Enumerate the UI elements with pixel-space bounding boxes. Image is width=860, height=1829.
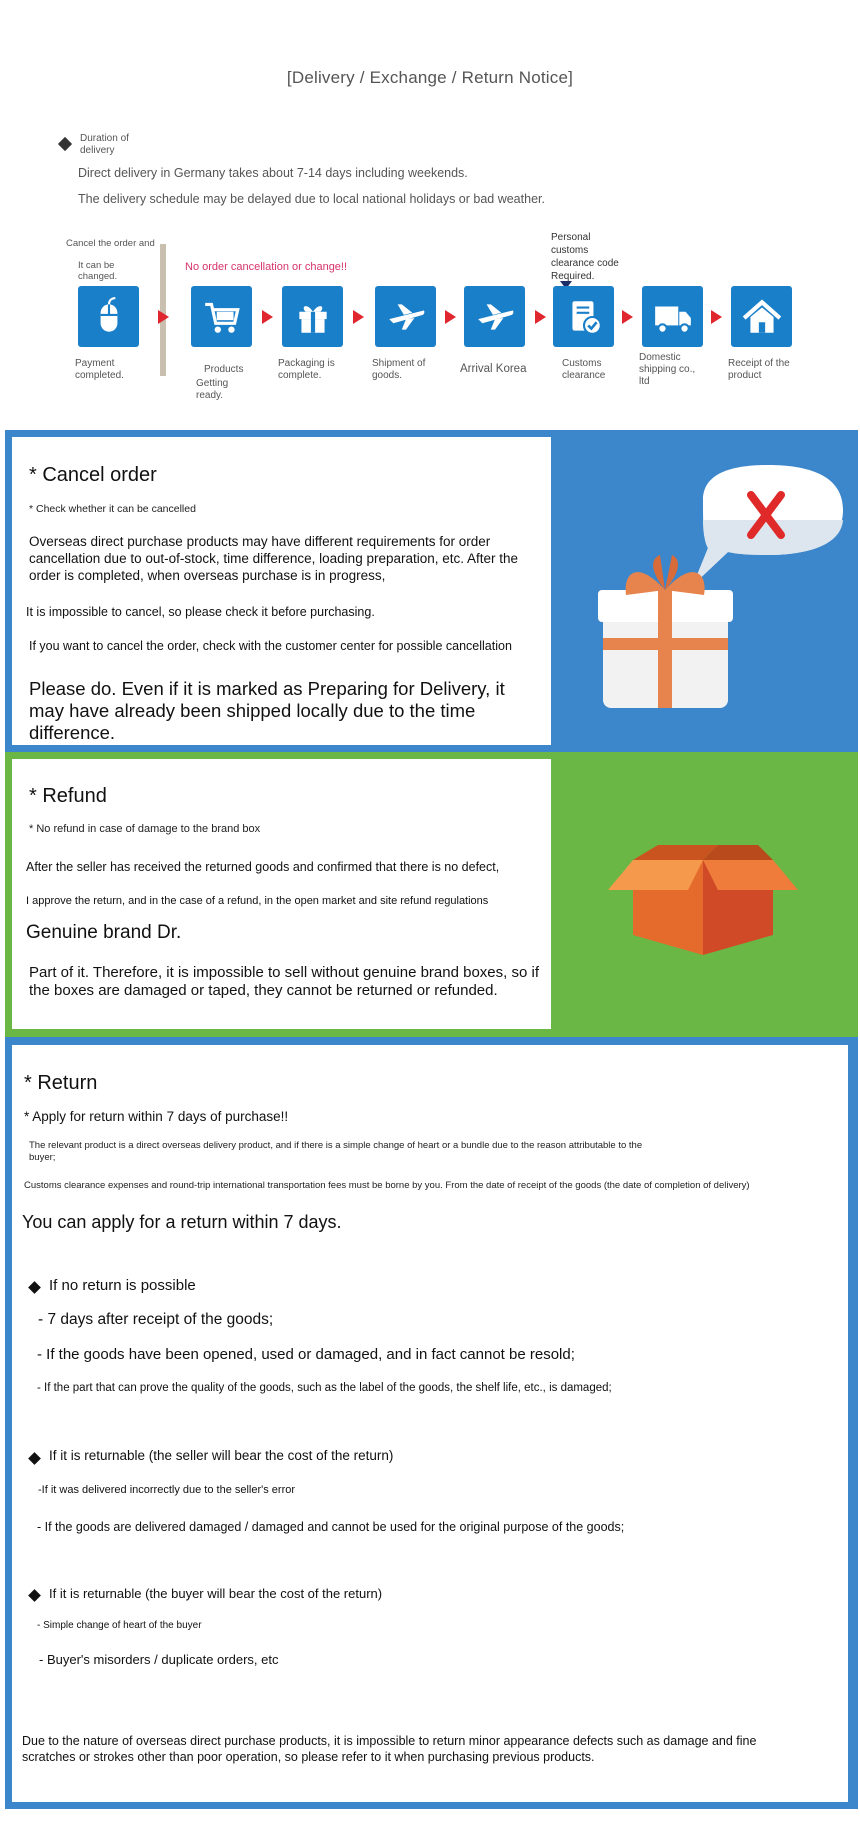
refund-para-2: I approve the return, and in the case of a refund, in the open market and site refund regulations	[26, 895, 489, 907]
cart-icon	[201, 296, 243, 338]
refund-para-4: Part of it. Therefore, it is impossible to sell without genuine brand boxes, so if the boxes are damaged or taped, they cannot be returned or refunded.	[29, 964, 539, 999]
no-cancel-warning: No order cancellation or change!!	[185, 261, 348, 273]
duration-label: Duration of delivery	[80, 133, 129, 156]
return-apply: * Apply for return within 7 days of purchase!!	[24, 1109, 289, 1124]
refund-para-3: Genuine brand Dr.	[26, 922, 182, 943]
return-para-2: Customs clearance expenses and round-trip international transportation fees must be borne by you. From the date of receipt of the goods (the date of completion of delivery)	[24, 1180, 750, 1191]
cancel-check: * Check whether it can be cancelled	[29, 503, 196, 515]
duration-line-2: The delivery schedule may be delayed due to local national holidays or bad weather.	[78, 192, 545, 206]
refund-heading: * Refund	[29, 785, 107, 807]
buyer-return-item: - Buyer's misorders / duplicate orders, etc	[39, 1652, 279, 1667]
cancel-para-4: Please do. Even if it is marked as Preparing for Delivery, it may have already been shipped locally due to the time difference.	[29, 678, 505, 743]
arrow-icon	[158, 310, 169, 324]
step-label: Arrival Korea	[460, 363, 527, 375]
page-title: [Delivery / Exchange / Return Notice]	[286, 68, 574, 87]
cancel-para-3: If you want to cancel the order, check with the customer center for possible cancellation	[29, 639, 512, 653]
arrow-icon	[353, 310, 364, 324]
seller-return-heading: If it is returnable (the seller will bear the cost of the return)	[49, 1448, 394, 1463]
seller-return-item: - If the goods are delivered damaged / damaged and cannot be used for the original purpose of the goods;	[37, 1520, 625, 1534]
arrow-icon	[622, 310, 633, 324]
no-return-item: - 7 days after receipt of the goods;	[38, 1311, 274, 1328]
step-payment	[78, 286, 139, 347]
step-label: Products	[204, 364, 244, 375]
truck-icon	[652, 296, 694, 338]
diamond-bullet-icon	[58, 137, 72, 151]
arrow-icon	[445, 310, 456, 324]
return-para-3: You can apply for a return within 7 days.	[22, 1212, 342, 1232]
arrow-icon	[711, 310, 722, 324]
return-heading: * Return	[24, 1072, 98, 1094]
step-customs	[553, 286, 614, 347]
duration-line-1: Direct delivery in Germany takes about 7-14 days including weekends.	[78, 166, 468, 180]
cancel-para-1: Overseas direct purchase products may have different requirements for order cancellation due to out-of-stock, time difference, loading preparation, etc. After the order is completed, when overseas purchase is in progress,	[29, 534, 519, 583]
step-products	[191, 286, 252, 347]
return-para-1: The relevant product is a direct overseas delivery product, and if there is a simple change of heart or a bundle due to the reason attributable to the buyer;	[29, 1140, 643, 1163]
return-footer: Due to the nature of overseas direct purchase products, it is impossible to return minor appearance defects such as damage and fine scratches or strokes other than poor operation, so please refer to it when purchasing previous products.	[22, 1734, 757, 1764]
no-return-item: - If the goods have been opened, used or damaged, and in fact cannot be resold;	[37, 1346, 575, 1363]
seller-return-item: -If it was delivered incorrectly due to the seller's error	[38, 1484, 296, 1496]
step-packaging	[282, 286, 343, 347]
arrow-icon	[535, 310, 546, 324]
refund-para-1: After the seller has received the returned goods and confirmed that there is no defect,	[26, 860, 500, 874]
no-return-item: - If the part that can prove the quality of the goods, such as the label of the goods, the shelf life, etc., is damaged;	[37, 1382, 612, 1394]
buyer-return-item: - Simple change of heart of the buyer	[37, 1620, 202, 1631]
step-label: Shipment of goods.	[372, 358, 426, 381]
house-icon	[741, 296, 783, 338]
step-receipt	[731, 286, 792, 347]
step-sublabel: Getting ready.	[196, 378, 229, 401]
document-check-icon	[563, 296, 605, 338]
step-label: Domestic shipping co., ltd	[639, 352, 696, 387]
step-shipment	[375, 286, 436, 347]
step-domestic	[642, 286, 703, 347]
step-label: Customs clearance	[562, 358, 606, 381]
step-label: Packaging is complete.	[278, 358, 335, 381]
mouse-icon	[88, 296, 130, 338]
airplane-icon	[474, 296, 516, 338]
arrow-icon	[262, 310, 273, 324]
step-arrival	[464, 286, 525, 347]
gift-icon	[292, 296, 334, 338]
cancel-note: Cancel the order and	[66, 238, 155, 249]
airplane-icon	[385, 296, 427, 338]
cancel-heading: * Cancel order	[29, 464, 157, 486]
step-label: Payment completed.	[75, 358, 124, 381]
cancel-para-2: It is impossible to cancel, so please check it before purchasing.	[26, 605, 375, 619]
cancel-note-2: It can be changed.	[78, 260, 118, 282]
step-label: Receipt of the product	[728, 358, 790, 381]
no-return-heading: If no return is possible	[49, 1277, 196, 1294]
refund-note: * No refund in case of damage to the brand box	[29, 823, 261, 835]
cancel-gift-illustration	[598, 460, 848, 730]
open-box-illustration	[608, 845, 803, 960]
customs-note: Personal customs clearance code Required.	[551, 232, 619, 282]
buyer-return-heading: If it is returnable (the buyer will bear the cost of the return)	[49, 1586, 383, 1601]
